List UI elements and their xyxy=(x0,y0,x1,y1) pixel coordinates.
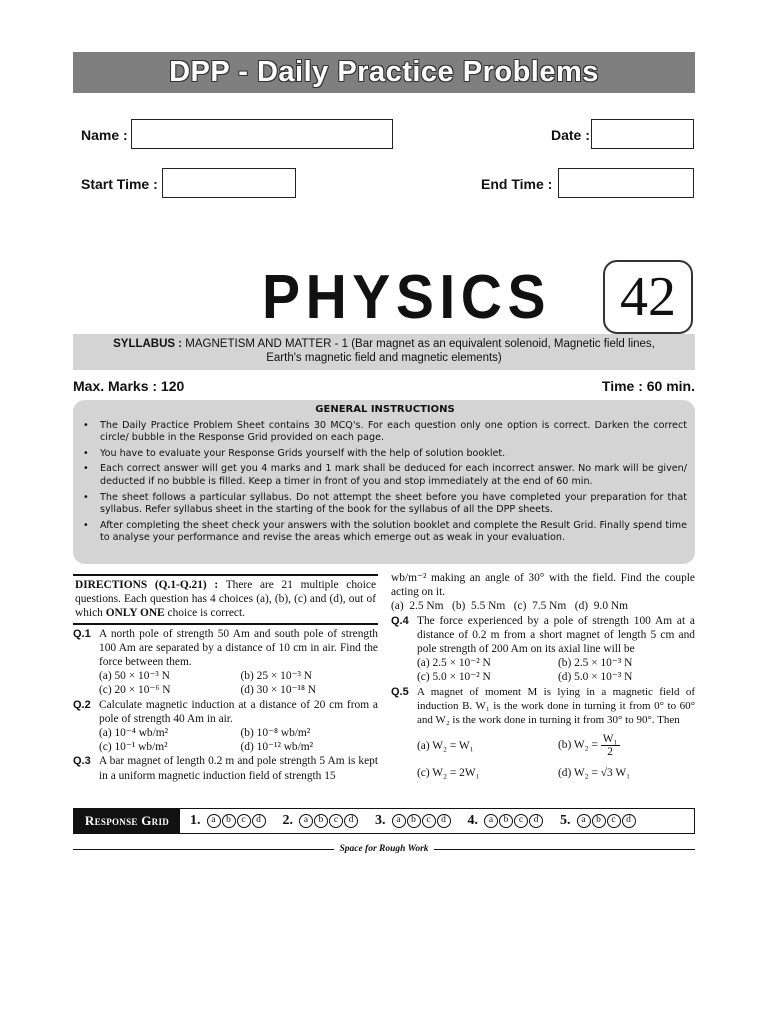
end-time-label: End Time : xyxy=(481,176,553,192)
bubble-d[interactable]: d xyxy=(437,814,451,828)
question-1 xyxy=(73,627,378,698)
instruction-item: • After completing the sheet check your answers with the solution booklet and complete the Result Grid. Finally spend time to analyse your performance and revise the areas which emerge out as weak in your evaluation. xyxy=(83,520,687,545)
option-d: (d) 10⁻¹² wb/m² xyxy=(240,741,314,754)
bubble-b[interactable]: b xyxy=(407,814,421,828)
response-grid-label: Response Grid xyxy=(74,809,180,833)
fraction xyxy=(601,733,620,758)
rough-work-divider xyxy=(73,843,695,855)
syllabus-label: SYLLABUS : xyxy=(113,338,183,350)
sheet-number-badge xyxy=(603,260,693,334)
grid-item-number: 2. xyxy=(282,813,293,828)
bubble-d[interactable]: d xyxy=(622,814,636,828)
bubble-c[interactable]: c xyxy=(514,814,528,828)
response-grid xyxy=(73,808,695,834)
question-3 xyxy=(73,754,378,782)
divider-line xyxy=(434,849,695,850)
max-marks: Max. Marks : 120 xyxy=(73,378,185,394)
name-field[interactable] xyxy=(131,119,393,149)
end-time-field[interactable] xyxy=(558,168,694,198)
question-number: Q.2 xyxy=(73,698,91,711)
question-number: Q.1 xyxy=(73,627,91,640)
bubble-b[interactable]: b xyxy=(314,814,328,828)
grid-item-3 xyxy=(375,813,452,829)
divider-line xyxy=(73,849,334,850)
grid-item-number: 5. xyxy=(560,813,571,828)
start-time-field[interactable] xyxy=(162,168,296,198)
page-banner xyxy=(73,52,695,93)
bubble-d[interactable]: d xyxy=(252,814,266,828)
option-c: (c) 10⁻¹ wb/m² xyxy=(99,741,168,754)
grid-item-number: 1. xyxy=(190,813,201,828)
name-label: Name : xyxy=(81,127,128,143)
bubble-a[interactable]: a xyxy=(577,814,591,828)
grid-item-2 xyxy=(283,813,360,829)
option-d: (d) 30 × 10⁻¹⁸ N xyxy=(240,684,317,697)
syllabus-line2: Earth's magnetic field and magnetic elements) xyxy=(266,352,502,364)
bubble-d[interactable]: d xyxy=(344,814,358,828)
grid-item-5 xyxy=(560,813,637,829)
question-4 xyxy=(391,614,695,685)
grid-item-4 xyxy=(468,813,545,829)
bubble-c[interactable]: c xyxy=(237,814,251,828)
question-text: A bar magnet of length 0.2 m and pole strength 5 Am is kept in a uniform magnetic induction field of strength 15 xyxy=(99,755,378,782)
option-b-prefix: (b) W₂ = xyxy=(558,739,601,752)
syllabus-box xyxy=(73,334,695,370)
directions-text: There are 21 multiple choice questions. Each question has 4 choices (a), (b), (c) and (d), out of which xyxy=(75,579,376,620)
question-text: Calculate magnetic induction at a distance of 20 cm from a pole of strength 40 Am in air. xyxy=(99,698,378,725)
bubble-c[interactable]: c xyxy=(329,814,343,828)
directions-emphasis: ONLY ONE xyxy=(105,607,165,620)
bubble-b[interactable]: b xyxy=(499,814,513,828)
option-d: (d) 5.0 × 10⁻³ N xyxy=(558,671,633,684)
question-3-continued: wb/m⁻² making an angle of 30° with the field. Find the couple acting on it. xyxy=(391,572,695,599)
questions-left-column xyxy=(73,574,378,783)
rough-work-label: Space for Rough Work xyxy=(339,844,429,854)
sheet-number: 42 xyxy=(620,266,676,328)
fraction-numerator: W₁ xyxy=(602,733,618,746)
questions-right-column xyxy=(391,571,695,780)
directions-text-end: choice is correct. xyxy=(164,607,245,620)
option-c: (c) W₂ = 2W₁ xyxy=(417,767,480,780)
option-a: (a) 10⁻⁴ wb/m² xyxy=(99,727,169,740)
instruction-item: • The Daily Practice Problem Sheet contains 30 MCQ's. For each question only one option is correct. Darken the correct circle/ bubble in the Response Grid provided on each page. xyxy=(83,420,687,445)
grid-item-number: 3. xyxy=(375,813,386,828)
time-limit: Time : 60 min. xyxy=(601,378,695,394)
option-b: (b) 10⁻⁸ wb/m² xyxy=(240,727,311,740)
option-a: (a) 50 × 10⁻³ N xyxy=(99,670,170,683)
bubble-a[interactable]: a xyxy=(299,814,313,828)
bubble-b[interactable]: b xyxy=(222,814,236,828)
general-instructions xyxy=(73,400,695,564)
option-b xyxy=(558,733,695,758)
date-label: Date : xyxy=(551,127,590,143)
bubble-d[interactable]: d xyxy=(529,814,543,828)
question-text: A north pole of strength 50 Am and south pole of strength 100 Am are separated by a distance of 10 cm in air. Find the force between them. xyxy=(99,627,378,669)
bubble-a[interactable]: a xyxy=(484,814,498,828)
banner-title: DPP - Daily Practice Problems xyxy=(169,56,599,88)
fraction-denominator: 2 xyxy=(607,746,613,759)
syllabus-line1: MAGNETISM AND MATTER - 1 (Bar magnet as an equivalent solenoid, Magnetic field lines, xyxy=(182,338,655,350)
question-number: Q.5 xyxy=(391,685,409,698)
instructions-title: GENERAL INSTRUCTIONS xyxy=(315,404,455,415)
option-b: (b) 2.5 × 10⁻³ N xyxy=(558,657,633,670)
question-text: A magnet of moment M is lying in a magnetic field of induction B. W₁ is the work done in turning it from 0° to 60° and W₂ is the work done in turning it from 30° to 90°. Then xyxy=(417,685,695,727)
option-a: (a) 2.5 × 10⁻² N xyxy=(417,657,491,670)
instruction-item: • Each correct answer will get you 4 marks and 1 mark shall be deduced for each incorrect answer. No mark will be given/ deducted if no bubble is filled. Keep a timer in front of you and stop immediately at the end of 60 min. xyxy=(83,463,687,488)
option-c: (c) 20 × 10⁻⁶ N xyxy=(99,684,171,697)
instruction-item: • You have to evaluate your Response Grids yourself with the help of solution booklet. xyxy=(83,448,687,461)
grid-item-1 xyxy=(190,813,267,829)
question-5 xyxy=(391,685,695,781)
instruction-item: • The sheet follows a particular syllabus. Do not attempt the sheet before you have completed your preparation for that syllabus. Refer syllabus sheet in the starting of the book for the syllabus of all the DPP sheets. xyxy=(83,492,687,517)
start-time-label: Start Time : xyxy=(81,176,158,192)
question-2 xyxy=(73,698,378,755)
subject-title: PHYSICS xyxy=(262,263,552,332)
bubble-c[interactable]: c xyxy=(607,814,621,828)
question-3-options: (a) 2.5 Nm (b) 5.5 Nm (c) 7.5 Nm (d) 9.0 Nm xyxy=(391,600,628,613)
option-b: (b) 25 × 10⁻³ N xyxy=(240,670,313,683)
directions-heading: DIRECTIONS (Q.1-Q.21) : xyxy=(75,579,219,591)
question-text: The force experienced by a pole of strength 100 Am at a distance of 0.2 m from a short magnet of length 5 cm and pole strength of 200 Am on its axial line will be xyxy=(417,614,695,656)
grid-item-number: 4. xyxy=(467,813,478,828)
question-number: Q.3 xyxy=(73,755,91,768)
bubble-c[interactable]: c xyxy=(422,814,436,828)
option-d: (d) W₂ = √3 W₁ xyxy=(558,767,631,780)
bubble-a[interactable]: a xyxy=(392,814,406,828)
date-field[interactable] xyxy=(591,119,694,149)
bubble-a[interactable]: a xyxy=(207,814,221,828)
bubble-b[interactable]: b xyxy=(592,814,606,828)
directions-box xyxy=(73,574,378,625)
option-c: (c) 5.0 × 10⁻² N xyxy=(417,671,491,684)
question-number: Q.4 xyxy=(391,614,409,627)
option-a: (a) W₂ = W₁ xyxy=(417,739,474,752)
